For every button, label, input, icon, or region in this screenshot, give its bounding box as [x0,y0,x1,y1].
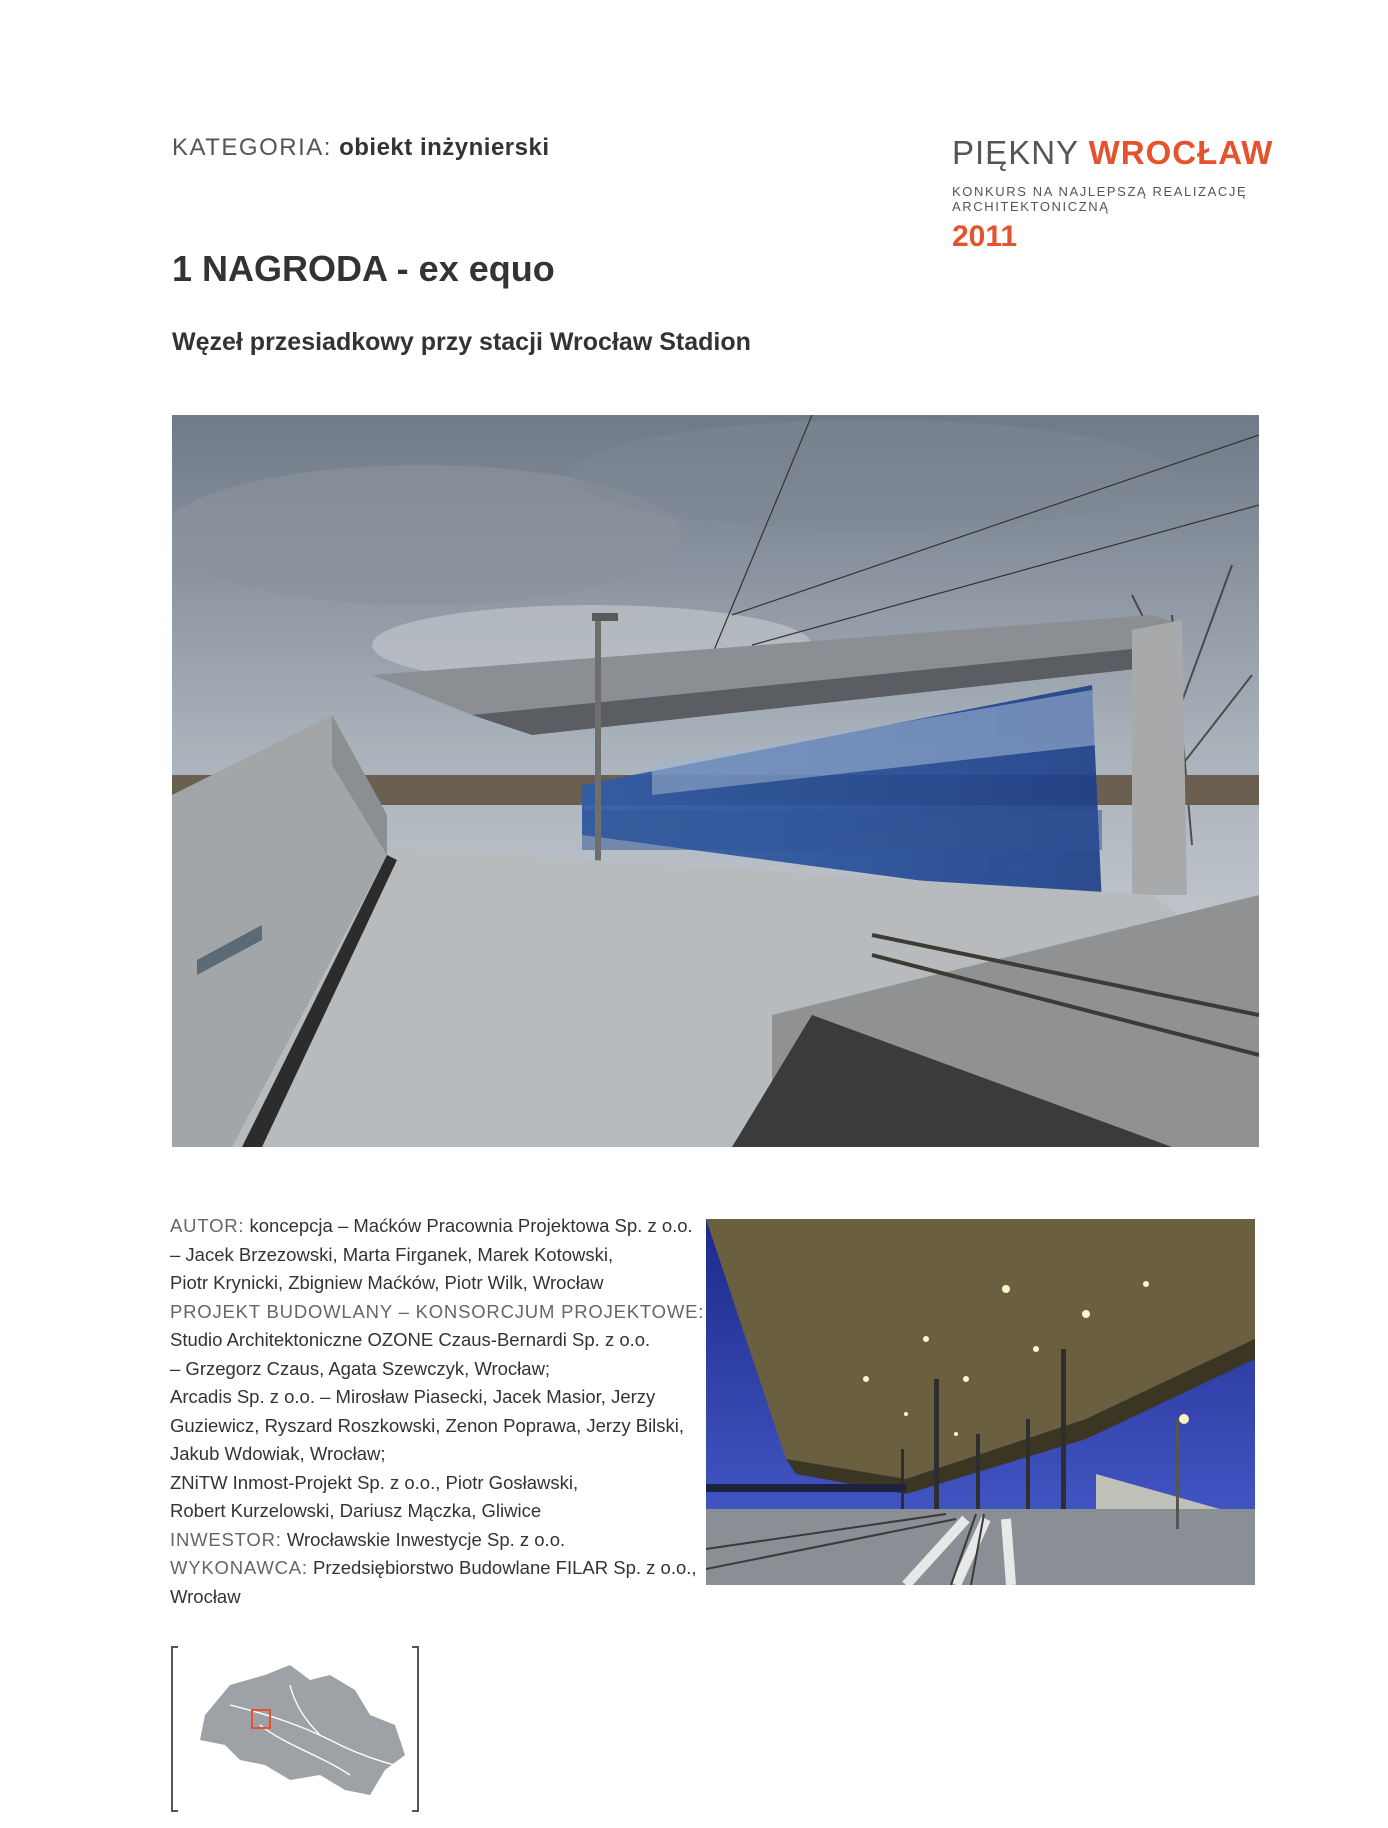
credit-label: INWESTOR: [170,1528,282,1550]
brand-block [952,134,1388,254]
credit-line [170,1412,710,1441]
credit-line [170,1298,710,1327]
award-title: 1 NAGRODA - ex equo [172,248,555,289]
brand-name [952,134,1388,172]
category-line [172,134,550,162]
credit-text: Wrocławskie Inwestycje Sp. z o.o. [281,1528,566,1550]
credit-line [170,1526,710,1555]
credit-line [170,1241,710,1270]
credit-line [170,1212,710,1241]
credit-text: ZNiTW Inmost-Projekt Sp. z o.o., Piotr Gosławski, [170,1471,579,1493]
credit-text: Wrocław [170,1585,241,1607]
secondary-photo-night-station [706,1219,1255,1585]
credit-line [170,1355,710,1384]
credit-text: Przedsiębiorstwo Budowlane FILAR Sp. z o.o., [307,1557,697,1578]
credit-line [170,1469,710,1498]
credit-line [170,1497,710,1526]
credit-text: Arcadis Sp. z o.o. – Mirosław Piasecki, Jacek Masior, Jerzy [170,1386,656,1407]
credit-text: – Jacek Brzezowski, Marta Firganek, Marek Kotowski, [170,1243,614,1265]
category-label: KATEGORIA: [172,134,332,161]
brand-prefix: PIĘKNY [952,134,1079,171]
credit-line [170,1554,710,1583]
credit-line [170,1583,710,1612]
credit-text: Robert Kurzelowski, Dariusz Mączka, Gliwice [170,1500,542,1521]
credit-line [170,1383,710,1412]
credit-text: Piotr Krynicki, Zbigniew Maćków, Piotr Wilk, Wrocław [170,1272,604,1293]
credit-label: WYKONAWCA: [170,1557,308,1578]
credit-text: Jakub Wdowiak, Wrocław; [170,1443,386,1464]
credit-text: – Grzegorz Czaus, Agata Szewczyk, Wrocław; [170,1357,551,1379]
location-map [170,1645,420,1813]
credit-text: koncepcja – Maćków Pracownia Projektowa Sp. z o.o. [244,1215,693,1236]
credit-text: Guziewicz, Ryszard Roszkowski, Zenon Poprawa, Jerzy Bilski, [170,1414,685,1436]
brand-subtitle: KONKURS NA NAJLEPSZĄ REALIZACJĘ ARCHITEKTONICZNĄ [952,184,1248,214]
credit-label: PROJEKT BUDOWLANY – KONSORCJUM PROJEKTOWE: [170,1300,705,1322]
map-region-shape [200,1665,405,1795]
main-photo-tram-station [172,415,1259,1147]
category-value: obiekt inżynierski [339,134,550,161]
credit-text: Studio Architektoniczne OZONE Czaus-Bernardi Sp. z o.o. [170,1329,651,1350]
credit-line [170,1269,710,1298]
credit-line [170,1440,710,1469]
brand-year: 2011 [952,220,1018,253]
brand-city: WROCŁAW [1088,134,1274,171]
project-title: Węzeł przesiadkowy przy stacji Wrocław Stadion [172,328,751,356]
credit-line [170,1326,710,1355]
credits-block [170,1212,710,1611]
credit-label: AUTOR: [170,1215,245,1236]
